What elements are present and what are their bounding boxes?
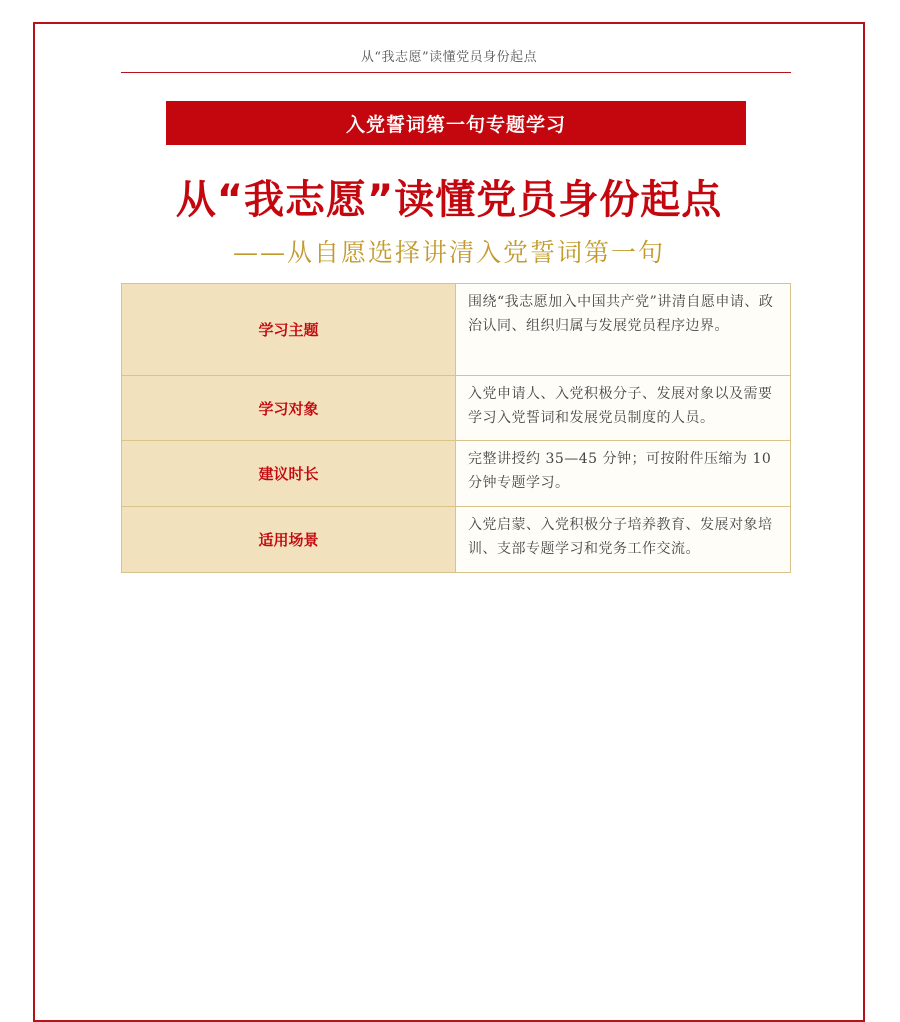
row-label: 学习主题 — [122, 284, 456, 376]
row-value: 围绕“我志愿加入中国共产党”讲清自愿申请、政治认同、组织归属与发展党员程序边界。 — [456, 284, 791, 376]
topic-banner — [166, 101, 746, 145]
page-subtitle: ——从自愿选择讲清入党誓词第一句 — [232, 238, 665, 267]
row-label: 建议时长 — [122, 441, 456, 507]
table-row — [122, 441, 791, 507]
row-label: 适用场景 — [122, 507, 456, 573]
page-title: 从“我志愿”读懂党员身份起点 — [175, 177, 723, 223]
page-frame — [33, 22, 865, 1022]
running-header: 从“我志愿”读懂党员身份起点 — [360, 50, 538, 65]
banner-text: 入党誓词第一句专题学习 — [345, 113, 566, 136]
row-value: 入党启蒙、入党积极分子培养教育、发展对象培训、支部专题学习和党务工作交流。 — [456, 507, 791, 573]
header-divider — [121, 72, 791, 73]
row-label: 学习对象 — [122, 376, 456, 441]
table-row — [122, 284, 791, 376]
table-row — [122, 376, 791, 441]
row-value: 完整讲授约 35—45 分钟；可按附件压缩为 10 分钟专题学习。 — [456, 441, 791, 507]
table-row — [122, 507, 791, 573]
info-table — [121, 283, 791, 573]
row-value: 入党申请人、入党积极分子、发展对象以及需要学习入党誓词和发展党员制度的人员。 — [456, 376, 791, 441]
